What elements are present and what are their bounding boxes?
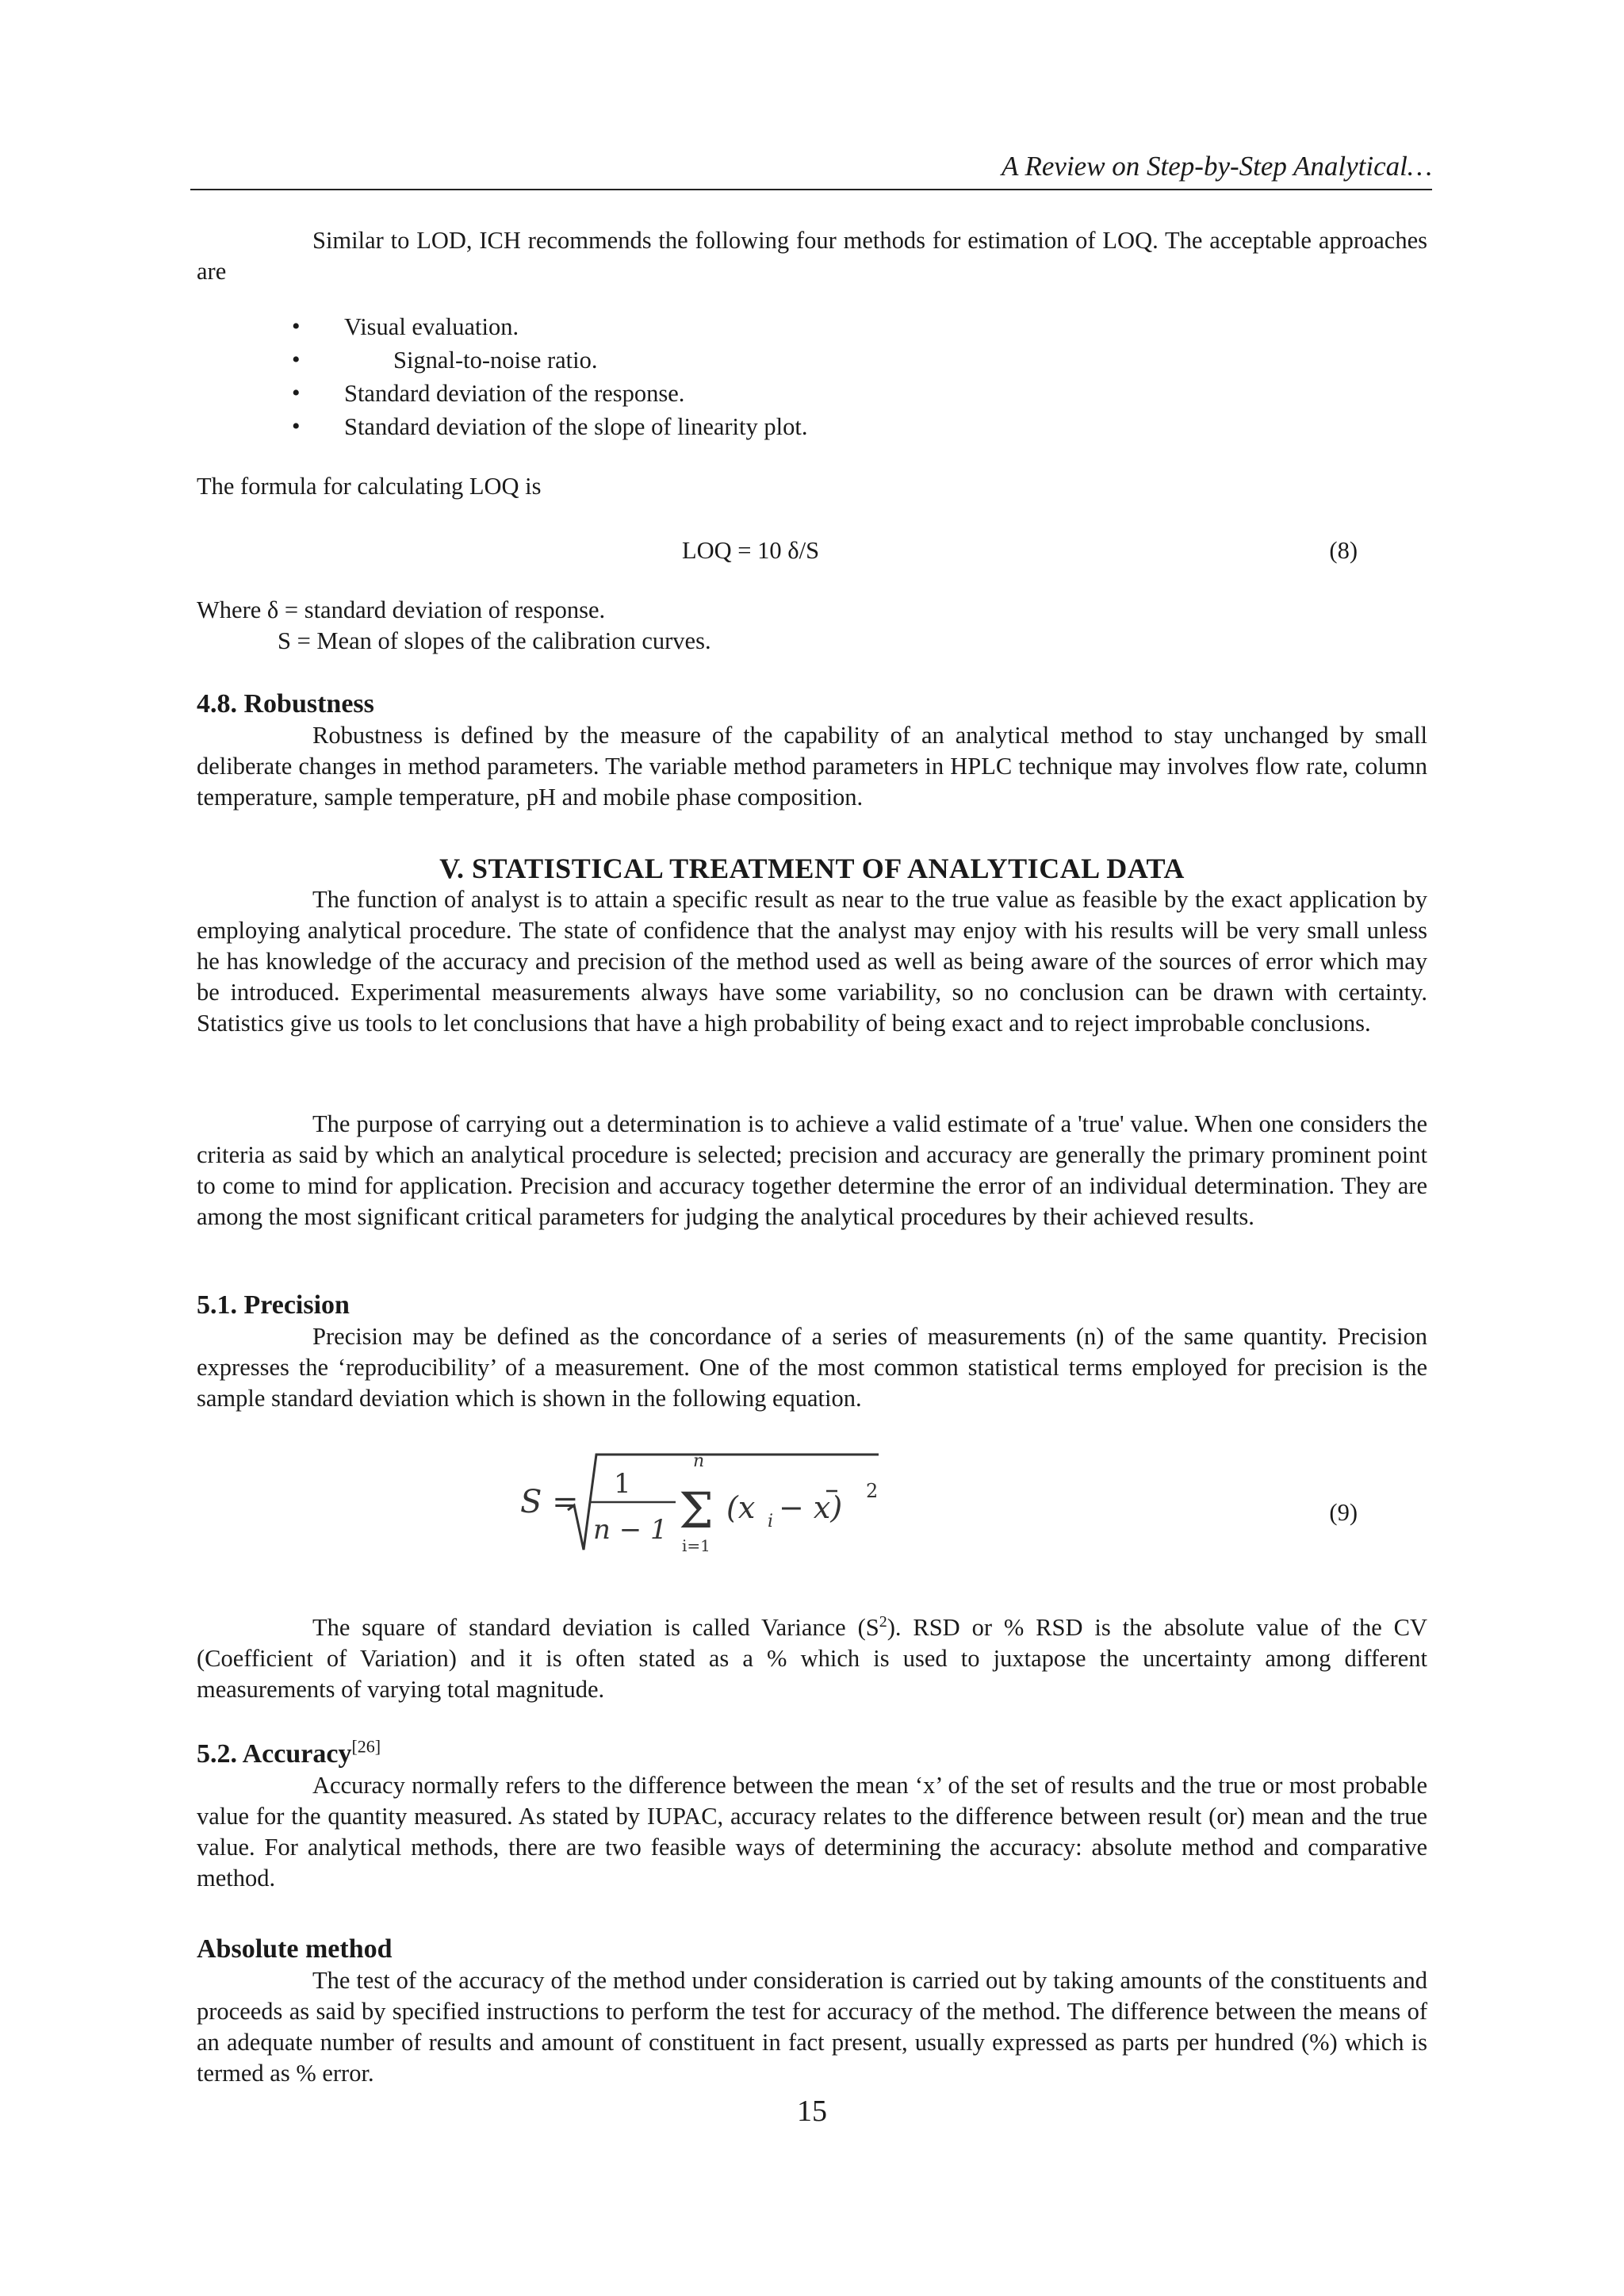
statistics-para2: The purpose of carrying out a determination is to achieve a valid estimate of a 'true' value. When one considers the criteria as said by which an analytical procedure is selected; precision and accuracy are generally the primary prominent point to come to mind for application. Precision and accuracy together determine the error of an individual determination. They are among the most significant critical parameters for judging the analytical procedures by their achieved results.	[197, 1110, 1427, 1230]
running-header: A Review on Step-by-Step Analytical…	[190, 151, 1432, 190]
formula-term-sub: i	[768, 1512, 774, 1531]
formula-numerator: 1	[614, 1468, 631, 1500]
statistics-section	[197, 853, 1427, 1039]
absolute-method-text: The test of the accuracy of the method under consideration is carried out by taking amounts of the constituents and proceeds as said by specified instructions to perform the test for accuracy of the method. The difference between the means of an adequate number of results and amount of constituent in fact present, usually expressed as parts per hundred (%) which is termed as % error.	[197, 1967, 1427, 2087]
accuracy-text: Accuracy normally refers to the difference between the mean ‘x’ of the set of results and the true or most probable value for the quantity measured. As stated by IUPAC, accuracy relates to the difference between result (or) mean and the true value. For analytical methods, there are two feasible ways of determining the accuracy: absolute method and comparative method.	[197, 1772, 1427, 1892]
accuracy-heading: 5.2. Accuracy[26]	[197, 1736, 381, 1769]
variance-block	[197, 1612, 1427, 1705]
list-item: • Standard deviation of the slope of linearity plot.	[197, 410, 1427, 443]
absolute-method-section	[197, 1934, 1427, 2089]
summation-sign: Σ	[679, 1481, 714, 1539]
loq-methods-list	[197, 310, 1427, 443]
equation-number-9: (9)	[1329, 1499, 1358, 1526]
loq-intro-block	[197, 225, 1427, 287]
loq-where-line2: S = Mean of slopes of the calibration curves.	[278, 627, 711, 654]
formula-sum-upper: n	[693, 1451, 705, 1471]
loq-where-line1: Where δ = standard deviation of response.	[197, 596, 606, 623]
list-item: • Visual evaluation.	[197, 310, 1427, 343]
loq-where-block	[197, 595, 1427, 657]
formula-lhs: S =	[520, 1484, 579, 1520]
robustness-section	[197, 688, 1427, 813]
loq-methods-block	[197, 310, 1427, 443]
equation-9-row	[197, 1497, 1427, 1529]
statistics-para1: The function of analyst is to attain a specific result as near to the true value as feasible by the exact application by employing analytical procedure. The state of confidence that the analyst may enjoy with his results will be very small unless he has knowledge of the accuracy and precision of the method used as well as being aware of the sources of error which may be introduced. Experimental measurements always have some variability, so no conclusion can be drawn with certainty. Statistics give us tools to let conclusions that have a high probability of being exact and to reject improbable conclusions.	[197, 886, 1427, 1037]
formula-term-rest: − x)	[779, 1490, 843, 1525]
variance-text: The square of standard deviation is called Variance $(S^2)$. RSD or % RSD is the absolute value of the CV (Coefficient of Variation) and it is often stated as a % which is used to juxtapose the uncertainty among different measurements of varying total magnitude.	[197, 1612, 1427, 1703]
accuracy-section	[197, 1738, 1427, 1894]
formula-sum-lower: i=1	[682, 1536, 710, 1555]
absolute-method-heading: Absolute method	[197, 1934, 393, 1964]
statistics-para2-block	[197, 1109, 1427, 1232]
robustness-text: Robustness is defined by the measure of the capability of an analytical method to stay unchanged by small deliberate changes in method parameters. The variable method parameters in HPLC technique may involves flow rate, column temperature, sample temperature, pH and mobile phase composition.	[197, 722, 1427, 811]
loq-intro: Similar to LOD, ICH recommends the following four methods for estimation of LOQ. The acceptable approaches are	[197, 227, 1427, 285]
page-number: 15	[797, 2095, 827, 2128]
precision-text: Precision may be defined as the concordance of a series of measurements (n) of the same quantity. Precision expresses the ‘reproducibility’ of a measurement. One of the most common statistical terms employed for precision is the sample standard deviation which is shown in the following equation.	[197, 1323, 1427, 1412]
precision-section	[197, 1290, 1427, 1414]
list-item: • Signal-to-noise ratio.	[197, 343, 1427, 377]
equation-number-8: (8)	[1329, 537, 1358, 564]
loq-formula-intro: The formula for calculating LOQ is	[197, 473, 542, 500]
robustness-heading: 4.8. Robustness	[197, 689, 374, 719]
loq-equation-row	[197, 535, 1427, 567]
formula-denominator: n − 1	[593, 1514, 668, 1546]
statistics-heading: V. STATISTICAL TREATMENT OF ANALYTICAL DATA	[439, 853, 1185, 884]
loq-formula-intro-block	[197, 471, 1427, 502]
list-item: • Standard deviation of the response.	[197, 377, 1427, 410]
precision-heading: 5.1. Precision	[197, 1290, 350, 1320]
formula-power: 2	[866, 1480, 879, 1502]
loq-equation: LOQ = 10 δ/S	[682, 537, 820, 564]
accuracy-citation: [26]	[351, 1736, 381, 1757]
formula-term: (x	[726, 1490, 756, 1525]
